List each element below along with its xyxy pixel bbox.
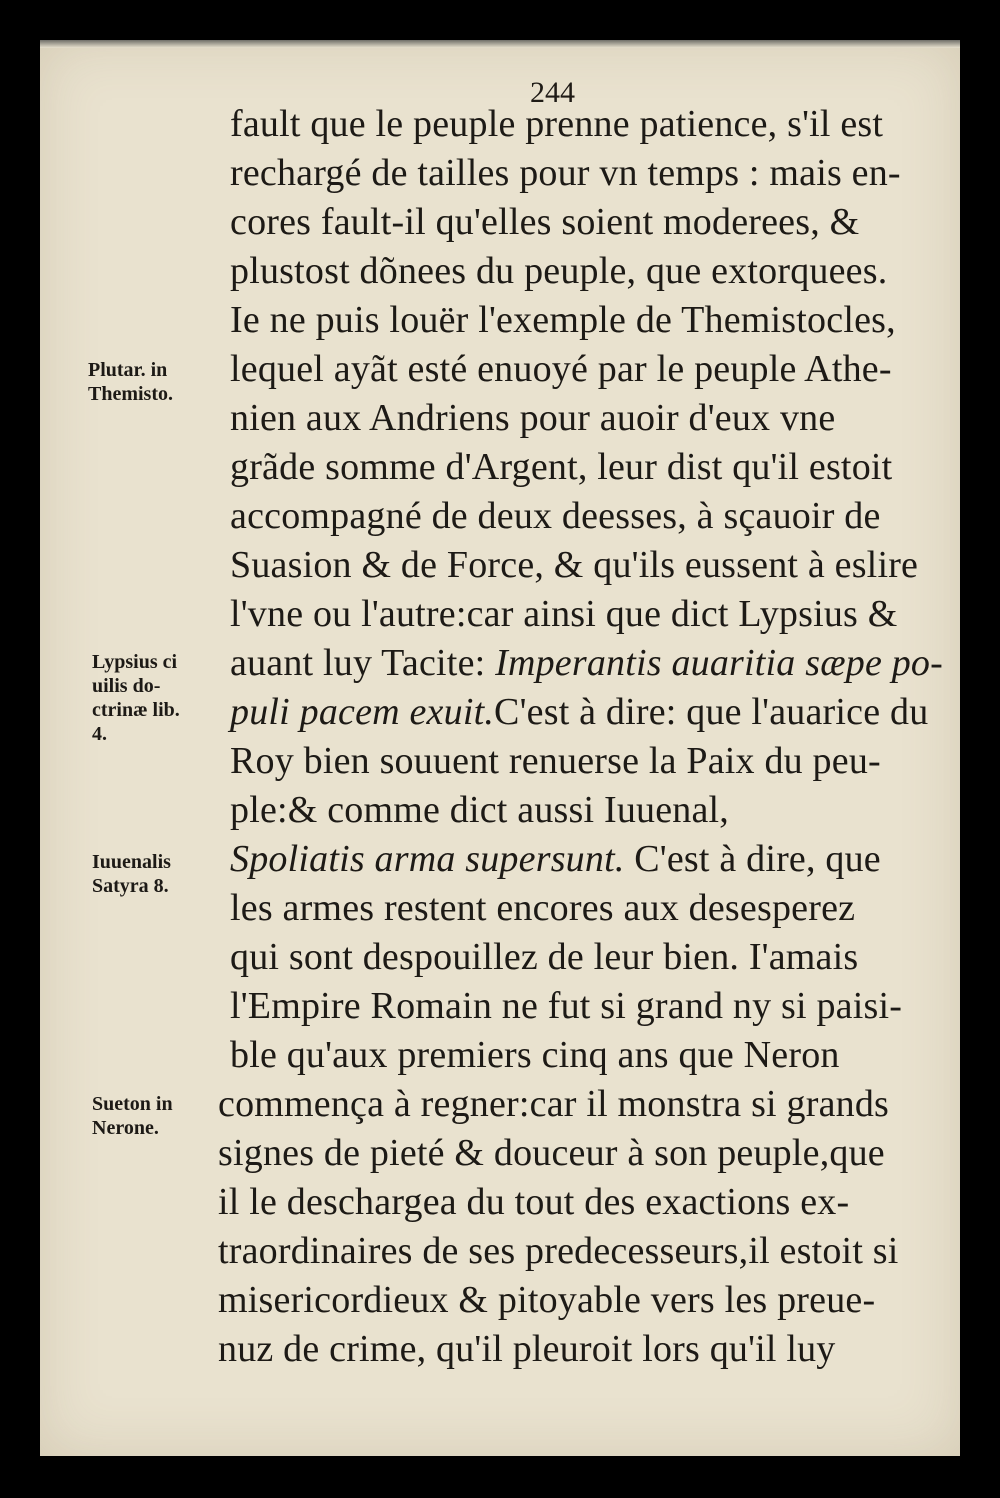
text-line: puli pacem exuit.C'est à dire: que l'auarice du	[230, 691, 929, 733]
text-line: grãde somme d'Argent, leur dist qu'il estoit	[230, 446, 893, 488]
text-line: accompagné de deux deesses, à sçauoir de	[230, 495, 881, 537]
text-line: il le deschargea du tout des exactions ex-	[218, 1181, 850, 1223]
text-line: commença à regner:car il monstra si grands	[218, 1083, 890, 1125]
text-line: l'Empire Romain ne fut si grand ny si paisi-	[230, 985, 903, 1027]
text-line: ble qu'aux premiers cinq ans que Neron	[230, 1034, 840, 1076]
text-line: traordinaires de ses predecesseurs,il estoit si	[218, 1230, 899, 1272]
text-line: fault que le peuple prenne patience, s'il est	[230, 103, 884, 145]
text-line: cores fault-il qu'elles soient moderees, &	[230, 201, 860, 243]
text-line: les armes restent encores aux desesperez	[230, 887, 856, 929]
text-line: Roy bien souuent renuerse la Paix du peu-	[230, 740, 881, 782]
text-line: nien aux Andriens pour auoir d'eux vne	[230, 397, 836, 439]
margin-note-iuuenalis: Iuuenalis Satyra 8.	[92, 851, 171, 897]
page-number: 244	[530, 76, 575, 109]
text-line: nuz de crime, qu'il pleuroit lors qu'il luy	[218, 1328, 836, 1370]
text-line: signes de pieté & douceur à son peuple,que	[218, 1132, 885, 1174]
text-line: l'vne ou l'autre:car ainsi que dict Lypsius &	[230, 593, 898, 635]
book-page	[40, 40, 960, 1456]
text-line: plustost dõnees du peuple, que extorquees.	[230, 250, 888, 292]
margin-note-lypsius: Lypsius ci uilis do- ctrinæ lib. 4.	[92, 651, 180, 745]
margin-note-plutarch: Plutar. in Themisto.	[88, 359, 173, 405]
text-line: lequel ayãt esté enuoyé par le peuple Athe-	[230, 348, 892, 390]
text-line: ple:& comme dict aussi Iuuenal,	[230, 789, 730, 831]
margin-note-sueton: Sueton in Nerone.	[92, 1093, 173, 1139]
text-line: misericordieux & pitoyable vers les preue-	[218, 1279, 876, 1321]
text-line: qui sont despouillez de leur bien. I'amais	[230, 936, 859, 978]
text-line: rechargé de tailles pour vn temps : mais en-	[230, 152, 901, 194]
text-line: Spoliatis arma supersunt. C'est à dire, que	[230, 838, 881, 880]
text-line: auant luy Tacite: Imperantis auaritia sæpe po-	[230, 642, 943, 684]
text-line: Suasion & de Force, & qu'ils eussent à eslire	[230, 544, 919, 586]
text-line: Ie ne puis louër l'exemple de Themistocles,	[230, 299, 896, 341]
